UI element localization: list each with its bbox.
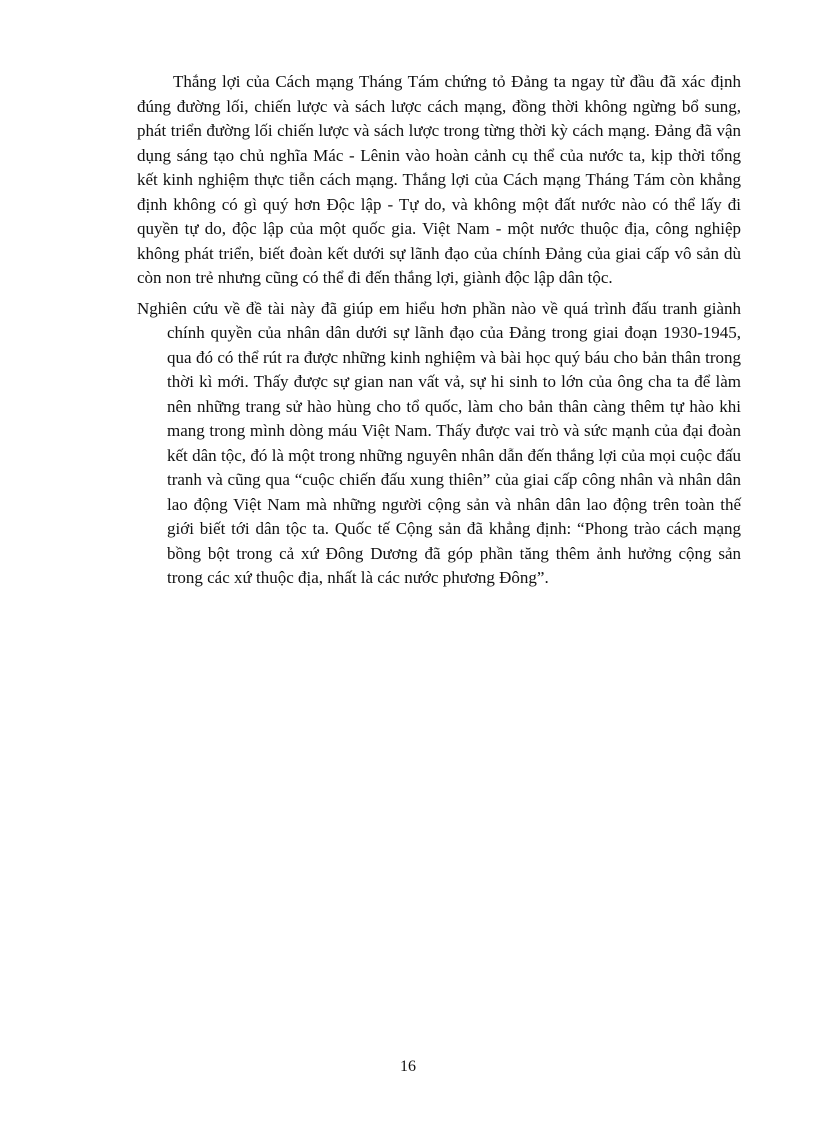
paragraph-conclusion-victory: Thắng lợi của Cách mạng Tháng Tám chứng tỏ Đảng ta ngay từ đầu đã xác định đúng đường lối, chiến lược và sách lược cách mạng, đồng thời không ngừng bổ sung, phát triển đường lối chiến lược và sách lược trong từng thời kỳ cách mạng. Đảng đã vận dụng sáng tạo chủ nghĩa Mác - Lênin vào hoàn cảnh cụ thể của nước ta, kịp thời tổng kết kinh nghiệm thực tiễn cách mạng. Thắng lợi của Cách mạng Tháng Tám còn khẳng định không có gì quý hơn Độc lập - Tự do, và không một đất nước nào có thể lấy đi quyền tự do, độc lập của một quốc gia. Việt Nam - một nước thuộc địa, công nghiệp không phát triển, biết đoàn kết dưới sự lãnh đạo của chính Đảng của giai cấp vô sản dù còn non trẻ nhưng cũng có thể đi đến thắng lợi, giành độc lập dân tộc. <box>137 72 741 287</box>
page-number: 16 <box>400 1058 416 1075</box>
paragraph-research-reflection: Nghiên cứu về đề tài này đã giúp em hiểu hơn phần nào về quá trình đấu tranh giành chính quyền của nhân dân dưới sự lãnh đạo của Đảng trong giai đoạn 1930-1945, qua đó có thể rút ra được những kinh nghiệm và bài học quý báu cho bản thân trong thời kì mới. Thấy được sự gian nan vất vả, sự hi sinh to lớn của ông cha ta để làm nên những trang sử hào hùng cho tổ quốc, làm cho bản thân càng thêm tự hào khi mang trong mình dòng máu Việt Nam. Thấy được vai trò và sức mạnh của đại đoàn kết dân tộc, đó là một trong những nguyên nhân dẫn đến thắng lợi của mọi cuộc đấu tranh và cũng qua “cuộc chiến đấu xung thiên” của giai cấp công nhân và nhân dân lao động Việt Nam mà những người cộng sản và nhân dân lao động trên toàn thế giới biết tới dân tộc ta. Quốc tế Cộng sản đã khẳng định: “Phong trào cách mạng bồng bột trong cả xứ Đông Dương đã góp phần tăng thêm ảnh hưởng cộng sản trong các xứ thuộc địa, nhất là các nước phương Đông”. <box>137 298 741 587</box>
body-text <box>137 70 741 591</box>
